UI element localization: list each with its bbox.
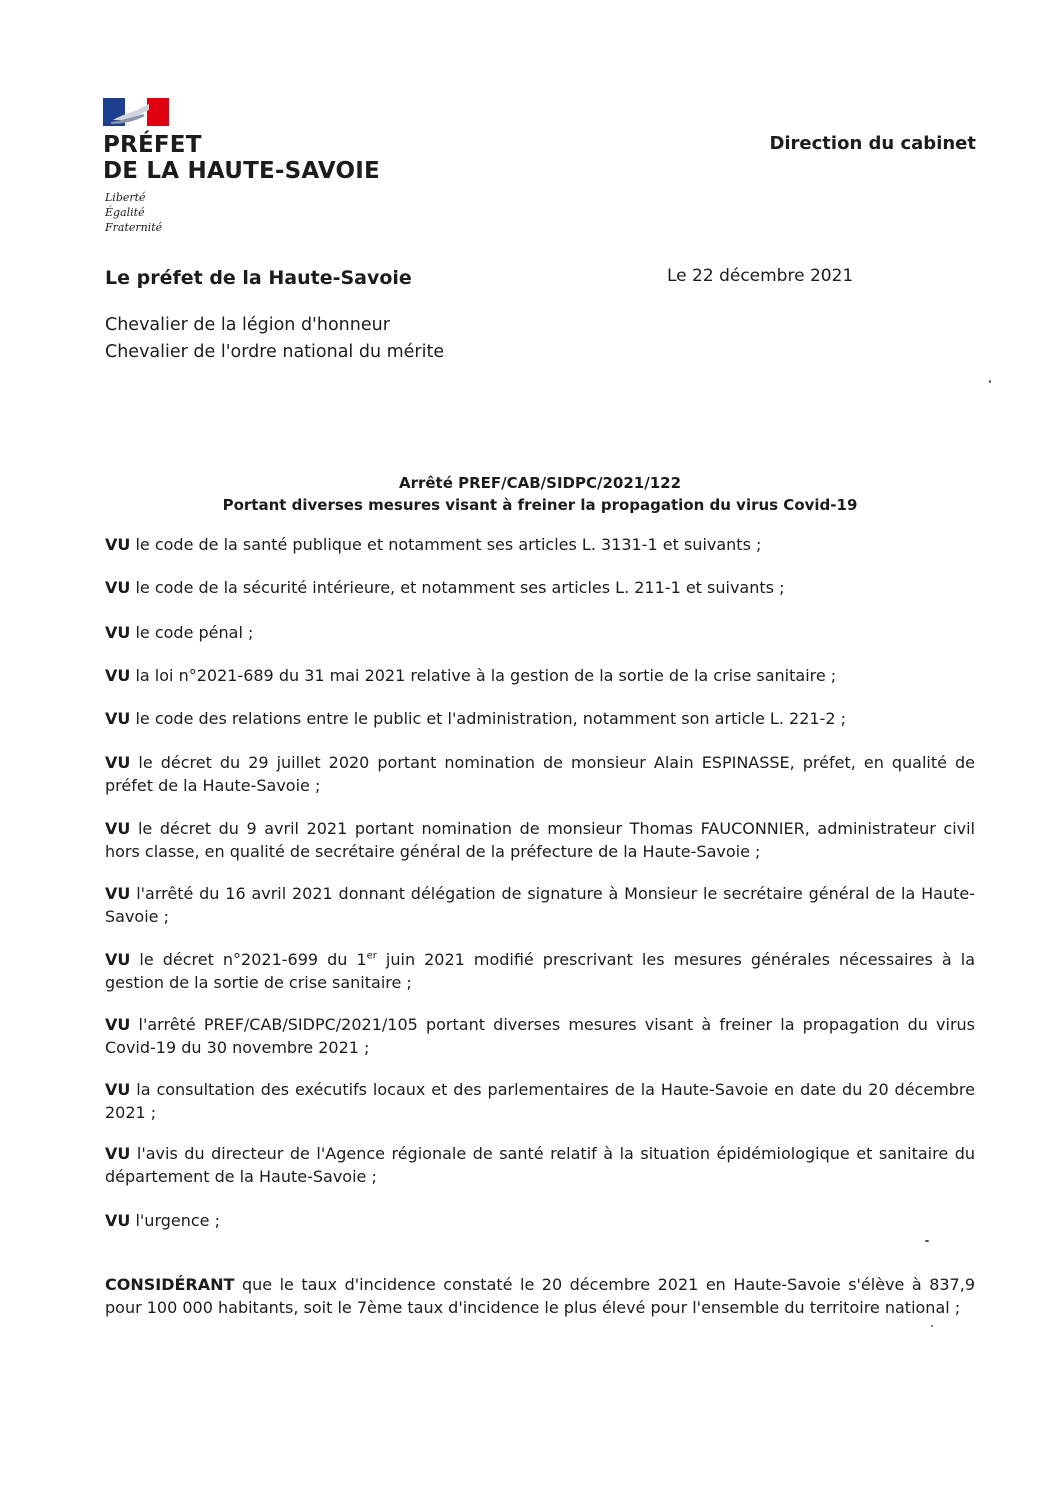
- visa-text: la loi n°2021-689 du 31 mai 2021 relative à la gestion de la sortie de la crise sanitaire ;: [130, 666, 837, 685]
- scan-speck: [925, 1240, 929, 1242]
- visa-lead: VU: [105, 1080, 131, 1099]
- visa-lead: VU: [105, 1144, 131, 1163]
- signer-title: Le préfet de la Haute-Savoie: [105, 267, 412, 289]
- visa-lead: VU: [105, 1211, 131, 1230]
- motto-liberte: Liberté: [105, 191, 146, 204]
- visa-paragraph: [105, 882, 975, 928]
- honor-line-1: Chevalier de la légion d'honneur: [105, 315, 390, 335]
- motto-fraternite: Fraternité: [105, 221, 163, 234]
- visa-paragraph: [105, 533, 975, 556]
- visa-lead: VU: [105, 535, 131, 554]
- scan-speck: [931, 1325, 933, 1327]
- visa-text: l'arrêté du 16 avril 2021 donnant délégation de signature à Monsieur le secrétaire général de la Haute-Savoie ;: [105, 884, 975, 926]
- visa-paragraph: [105, 1078, 975, 1124]
- visa-paragraph: [105, 1209, 975, 1232]
- visa-lead: VU: [105, 753, 131, 772]
- visa-text: le code des relations entre le public et l'administration, notamment son article L. 221-2 ;: [130, 709, 846, 728]
- visa-text: la consultation des exécutifs locaux et des parlementaires de la Haute-Savoie en date du 20 décembre 2021 ;: [105, 1080, 975, 1122]
- scan-speck: [989, 380, 991, 383]
- visa-text: le décret du 9 avril 2021 portant nomination de monsieur Thomas FAUCONNIER, administrateur civil hors classe, en qualité de secrétaire général de la préfecture de la Haute-Savoie ;: [105, 819, 975, 861]
- org-name-line2: DE LA HAUTE-SAVOIE: [103, 158, 380, 184]
- direction-label: Direction du cabinet: [769, 133, 976, 154]
- visa-paragraph: [105, 751, 975, 797]
- considerant-lead: CONSIDÉRANT: [105, 1275, 235, 1294]
- visa-text: le code de la santé publique et notamment ses articles L. 3131-1 et suivants ;: [130, 535, 762, 554]
- visa-text: l'arrêté PREF/CAB/SIDPC/2021/105 portant diverses mesures visant à freiner la propagation du virus Covid-19 du 30 novembre 2021 ;: [105, 1015, 975, 1057]
- decree-subject: Portant diverses mesures visant à freiner la propagation du virus Covid-19: [222, 496, 858, 514]
- visa-lead: VU: [105, 666, 131, 685]
- visa-paragraph: [105, 948, 975, 994]
- visa-lead: VU: [105, 709, 131, 728]
- honor-line-2: Chevalier de l'ordre national du mérite: [105, 342, 445, 362]
- visa-paragraph: [105, 817, 975, 863]
- visa-lead: VU: [105, 950, 131, 969]
- marianne-logo-icon: [103, 98, 169, 126]
- visa-paragraph: [105, 1142, 975, 1188]
- visa-text: le code pénal ;: [130, 623, 254, 642]
- visa-text: l'avis du directeur de l'Agence régionale de santé relatif à la situation épidémiologique et sanitaire du département de la Haute-Savoie ;: [105, 1144, 975, 1186]
- considerant-paragraph: [105, 1273, 975, 1319]
- visa-paragraph: [105, 621, 975, 644]
- visa-text: le décret du 29 juillet 2020 portant nomination de monsieur Alain ESPINASSE, préfet, en qualité de préfet de la Haute-Savoie ;: [105, 753, 975, 795]
- visa-text: le code de la sécurité intérieure, et notamment ses articles L. 211-1 et suivants ;: [130, 578, 785, 597]
- visa-lead: VU: [105, 1015, 131, 1034]
- visa-paragraph: [105, 707, 975, 730]
- visa-paragraph: [105, 1013, 975, 1059]
- visa-superscript: er: [366, 950, 377, 962]
- visa-text: l'urgence ;: [130, 1211, 220, 1230]
- visa-lead: VU: [105, 819, 131, 838]
- considerant-text: que le taux d'incidence constaté le 20 décembre 2021 en Haute-Savoie s'élève à 837,9 pour 100 000 habitants, soit le 7ème taux d'incidence le plus élevé pour l'ensemble du territoire national ;: [105, 1275, 975, 1317]
- visa-paragraph: [105, 576, 975, 599]
- visa-text-before: le décret n°2021-699 du 1: [130, 950, 367, 969]
- visa-paragraph: [105, 664, 975, 687]
- decree-number: Arrêté PREF/CAB/SIDPC/2021/122: [398, 474, 682, 492]
- visa-text-after: juin 2021 modifié prescrivant les mesures générales nécessaires à la gestion de la sortie de crise sanitaire ;: [105, 950, 976, 992]
- visa-lead: VU: [105, 623, 131, 642]
- visa-lead: VU: [105, 884, 131, 903]
- motto-egalite: Égalité: [105, 206, 145, 219]
- org-name-line1: PRÉFET: [103, 132, 202, 158]
- document-date: Le 22 décembre 2021: [667, 266, 854, 286]
- visa-lead: VU: [105, 578, 131, 597]
